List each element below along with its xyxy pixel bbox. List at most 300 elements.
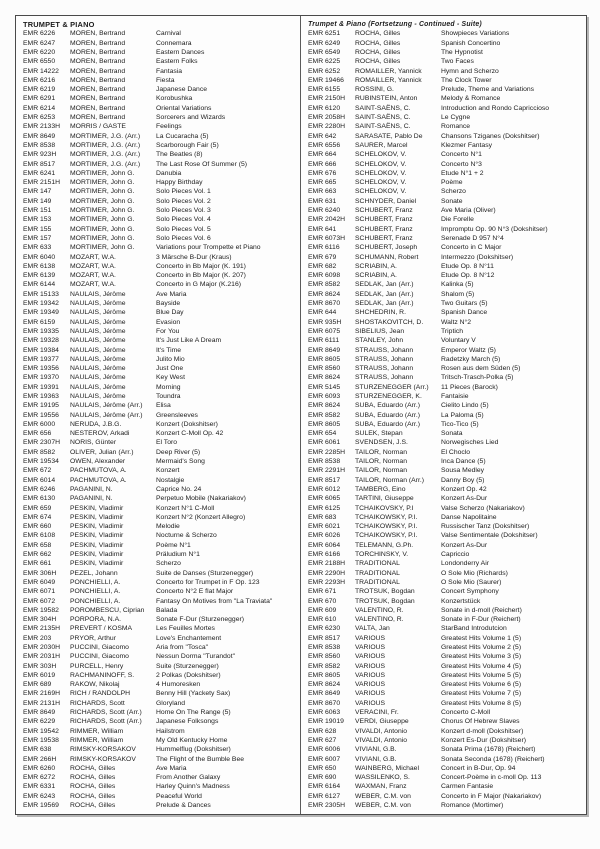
composer-name: NAULAIS, Jérôme bbox=[70, 290, 126, 298]
emr-number: EMR 6220 bbox=[23, 49, 56, 56]
piece-title: Aria from "Tosca" bbox=[156, 644, 209, 651]
table-row bbox=[308, 764, 581, 773]
emr-number: EMR 6225 bbox=[308, 58, 341, 66]
piece-title: Scarborough Fair (5) bbox=[156, 141, 219, 149]
emr-number: EMR 6075 bbox=[308, 327, 341, 335]
piece-title: Gloryland bbox=[156, 699, 186, 707]
piece-title: Konzert bbox=[156, 467, 180, 475]
piece-title: Spanish Dance bbox=[441, 309, 488, 317]
table-row bbox=[308, 132, 581, 141]
composer-name: PESKIN, Vladimir bbox=[70, 551, 124, 559]
piece-title: Hummelflug (Dokshitser) bbox=[156, 746, 231, 754]
table-row bbox=[308, 187, 581, 196]
emr-number: EMR 153 bbox=[23, 216, 52, 224]
composer-name: NAULAIS, Jérôme bbox=[70, 346, 126, 354]
piece-title: Konzert As-Dur bbox=[441, 495, 488, 503]
composer-name: TAILOR, Norman bbox=[355, 458, 407, 466]
composer-name: MORTIMER, John G. bbox=[70, 225, 135, 233]
piece-title: Le Cygne bbox=[441, 114, 471, 122]
emr-number: EMR 6556 bbox=[308, 141, 341, 149]
piece-title: Konzert N°1 C-Moll bbox=[156, 504, 215, 512]
table-row bbox=[308, 318, 581, 327]
piece-title: My Old Kentucky Home bbox=[156, 736, 228, 744]
piece-title: Konzertstück bbox=[441, 597, 481, 605]
composer-name: MOREN, Bertrand bbox=[70, 58, 126, 66]
composer-name: PREVERT / KOSMA bbox=[70, 625, 133, 633]
emr-number: EMR 155 bbox=[23, 225, 52, 233]
piece-title: Ave Maria bbox=[156, 290, 187, 298]
composer-name: TARTINI, Giuseppe bbox=[355, 495, 414, 503]
composer-name: MORTIMER, J.G. (Arr.) bbox=[70, 132, 141, 140]
piece-title: Danubia bbox=[156, 169, 182, 177]
composer-name: MORTIMER, John G. bbox=[70, 244, 135, 252]
piece-title: Emperor Waltz (5) bbox=[441, 346, 496, 354]
table-row bbox=[23, 652, 295, 661]
emr-number: EMR 679 bbox=[308, 253, 337, 261]
table-row bbox=[23, 94, 295, 103]
emr-number: EMR 8624 bbox=[308, 290, 341, 298]
emr-number: EMR 203 bbox=[23, 634, 52, 642]
emr-number: EMR 2042H bbox=[308, 216, 346, 224]
emr-number: EMR 19538 bbox=[23, 736, 59, 744]
table-row bbox=[308, 280, 581, 289]
piece-title: Etude N°1 + 2 bbox=[441, 169, 484, 177]
table-row bbox=[308, 243, 581, 252]
emr-number: EMR 690 bbox=[308, 774, 337, 782]
table-row bbox=[308, 541, 581, 550]
left-column bbox=[16, 16, 301, 814]
piece-title: Balada bbox=[156, 606, 178, 614]
table-row bbox=[23, 727, 295, 736]
table-row bbox=[308, 792, 581, 801]
table-row bbox=[23, 392, 295, 401]
composer-name: SCRIABIN, A. bbox=[355, 262, 397, 270]
table-row bbox=[23, 401, 295, 410]
emr-number: EMR 6166 bbox=[308, 551, 341, 559]
table-row bbox=[308, 466, 581, 475]
composer-name: MORTIMER, John G. bbox=[70, 207, 135, 215]
table-row bbox=[308, 206, 581, 215]
composer-name: SEDLAK, Jan (Arr.) bbox=[355, 300, 414, 308]
table-row bbox=[308, 708, 581, 717]
table-row bbox=[308, 689, 581, 698]
piece-title: Concerto in G Major (K.216) bbox=[156, 281, 241, 289]
composer-name: PESKIN, Vladimir bbox=[70, 532, 124, 540]
table-row bbox=[23, 327, 295, 336]
piece-title: Feelings bbox=[156, 123, 182, 131]
table-row bbox=[23, 792, 295, 801]
table-row bbox=[308, 699, 581, 708]
piece-title: Romance bbox=[441, 123, 471, 131]
table-row bbox=[23, 290, 295, 299]
emr-number: EMR 8649 bbox=[23, 132, 56, 140]
composer-name: NAULAIS, Jérôme bbox=[70, 355, 126, 363]
composer-name: TCHAIKOVSKY, P.I bbox=[355, 504, 414, 512]
emr-number: EMR 8582 bbox=[23, 448, 56, 456]
composer-name: SUBA, Eduardo (Arr.) bbox=[355, 402, 420, 410]
composer-name: NAULAIS, Jérôme bbox=[70, 365, 126, 373]
composer-name: STRAUSS, Johann bbox=[355, 374, 414, 382]
emr-number: EMR 665 bbox=[308, 179, 337, 187]
piece-title: Tico-Tico (5) bbox=[441, 420, 479, 428]
piece-title: Greatest Hits Volume 7 (5) bbox=[441, 690, 522, 698]
table-row bbox=[23, 420, 295, 429]
composer-name: MOREN, Bertrand bbox=[70, 39, 126, 47]
emr-number: EMR 650 bbox=[308, 764, 337, 772]
emr-number: EMR 642 bbox=[308, 132, 337, 140]
piece-title: Concert-Poème in c-moll Op. 113 bbox=[441, 774, 542, 782]
composer-name: RUBINSTEIN, Anton bbox=[355, 95, 418, 103]
emr-number: EMR 6249 bbox=[308, 39, 341, 47]
emr-number: EMR 6120 bbox=[308, 104, 341, 112]
piece-title: Konzert C-Moll Op. 42 bbox=[156, 430, 224, 438]
piece-title: Impromptu Op. 90 N°3 (Dokshitser) bbox=[441, 225, 548, 233]
table-row bbox=[23, 104, 295, 113]
emr-number: EMR 2290H bbox=[308, 569, 346, 577]
piece-title: Die Forelle bbox=[441, 216, 474, 224]
table-row bbox=[23, 187, 295, 196]
composer-name: NAULAIS, Jérôme bbox=[70, 383, 126, 391]
composer-name: SCHELOKOV, V. bbox=[355, 151, 407, 159]
piece-title: El Choclo bbox=[441, 448, 471, 456]
piece-title: Concerto for Trumpet in F Op. 123 bbox=[156, 578, 260, 586]
composer-name: RIMSKY-KORSAKOV bbox=[70, 746, 136, 754]
composer-name: VARIOUS bbox=[355, 662, 386, 670]
table-row bbox=[23, 271, 295, 280]
table-row bbox=[23, 541, 295, 550]
emr-number: EMR 6240 bbox=[308, 207, 341, 215]
piece-title: Klezmer Fantasy bbox=[441, 141, 492, 149]
emr-number: EMR 266H bbox=[23, 755, 57, 763]
table-row bbox=[23, 522, 295, 531]
piece-title: Etude Op. 8 N°11 bbox=[441, 262, 494, 270]
piece-title: The Last Rose Of Summer (5) bbox=[156, 160, 248, 168]
composer-name: SCHNYDER, Daniel bbox=[355, 197, 417, 205]
emr-number: EMR 6214 bbox=[23, 104, 56, 112]
emr-number: EMR 6247 bbox=[23, 39, 56, 47]
table-row bbox=[23, 736, 295, 745]
piece-title: Concerto N°3 bbox=[441, 160, 482, 168]
piece-title: Konzert (Dokshitser) bbox=[156, 420, 218, 428]
composer-name: TCHAIKOWSKY, P.I. bbox=[355, 532, 418, 540]
composer-name: PACHMUTOVA, A. bbox=[70, 476, 127, 484]
piece-title: The Flight of the Bumble Bee bbox=[156, 755, 245, 763]
emr-number: EMR 672 bbox=[23, 467, 52, 475]
composer-name: STANLEY, John bbox=[355, 337, 404, 345]
composer-name: WEBER, C.M. von bbox=[355, 792, 411, 800]
composer-name: WAINBERG, Michael bbox=[355, 764, 419, 772]
composer-name: SHOSTAKOVITCH, D. bbox=[355, 318, 424, 326]
emr-number: EMR 6127 bbox=[308, 792, 341, 800]
piece-title: Valse Scherzo (Nakariakov) bbox=[441, 504, 525, 512]
table-row bbox=[23, 624, 295, 633]
emr-number: EMR 304H bbox=[23, 616, 57, 624]
composer-name: PACHMUTOVA, A. bbox=[70, 467, 127, 475]
table-row bbox=[23, 717, 295, 726]
piece-title: StarBand Introdutcion bbox=[441, 625, 507, 633]
table-row bbox=[23, 531, 295, 540]
table-row bbox=[23, 689, 295, 698]
piece-title: Poème N°1 bbox=[156, 541, 191, 549]
table-row bbox=[308, 587, 581, 596]
piece-title: Inca Dance (5) bbox=[441, 458, 486, 466]
composer-name: RACHMANINOFF, S. bbox=[70, 671, 135, 679]
piece-title: Radetzky March (5) bbox=[441, 355, 501, 363]
composer-name: MORTIMER, J.G. (Arr.) bbox=[70, 151, 141, 159]
emr-number: EMR 8670 bbox=[308, 699, 341, 707]
piece-title: Sonata bbox=[441, 430, 463, 438]
emr-number: EMR 19356 bbox=[23, 365, 59, 373]
composer-name: VIVIANI, G.B. bbox=[355, 746, 397, 754]
table-row bbox=[23, 476, 295, 485]
composer-name: TRADITIONAL bbox=[355, 578, 400, 586]
composer-name: PONCHIELLI, A. bbox=[70, 597, 121, 605]
table-row bbox=[308, 355, 581, 364]
table-row bbox=[23, 745, 295, 754]
piece-title: Julito Mio bbox=[156, 355, 185, 363]
table-row bbox=[23, 373, 295, 382]
piece-title: Introduction and Rondo Capriccioso bbox=[441, 104, 550, 112]
piece-title: Sonate in F-Dur (Reichert) bbox=[441, 616, 521, 624]
emr-number: EMR 6550 bbox=[23, 58, 56, 66]
composer-name: STURZENEGGER (Arr.) bbox=[355, 383, 429, 391]
piece-title: It's Time bbox=[156, 346, 182, 354]
composer-name: SAINT-SAËNS, C. bbox=[355, 104, 411, 112]
table-row bbox=[23, 85, 295, 94]
emr-number: EMR 6130 bbox=[23, 495, 56, 503]
composer-name: NAULAIS, Jérôme (Arr.) bbox=[70, 411, 143, 419]
emr-number: EMR 8560 bbox=[308, 365, 341, 373]
emr-number: EMR 6251 bbox=[308, 30, 341, 38]
emr-number: EMR 19582 bbox=[23, 606, 59, 614]
composer-name: TROTSUK, Bogdan bbox=[355, 597, 415, 605]
table-row bbox=[23, 132, 295, 141]
table-row bbox=[23, 550, 295, 559]
piece-title: Capriccio bbox=[441, 551, 470, 559]
composer-name: SCHUBERT, Franz bbox=[355, 207, 413, 215]
table-row bbox=[308, 522, 581, 531]
emr-number: EMR 638 bbox=[23, 746, 52, 754]
piece-title: Prelude, Theme and Variations bbox=[441, 86, 535, 94]
table-row bbox=[23, 206, 295, 215]
table-row bbox=[308, 39, 581, 48]
composer-name: SEDLAK, Jan (Arr.) bbox=[355, 281, 414, 289]
emr-number: EMR 2291H bbox=[308, 467, 346, 475]
table-row bbox=[308, 615, 581, 624]
table-row bbox=[308, 327, 581, 336]
table-row bbox=[308, 364, 581, 373]
emr-number: EMR 6071 bbox=[23, 588, 56, 596]
emr-number: EMR 644 bbox=[308, 309, 337, 317]
emr-number: EMR 8582 bbox=[308, 281, 341, 289]
piece-title: Eastern Folks bbox=[156, 58, 198, 66]
piece-title: Concert in B-Dur, Op. 94 bbox=[441, 764, 516, 772]
piece-title: Fiesta bbox=[156, 76, 175, 84]
emr-number: EMR 6226 bbox=[23, 30, 56, 38]
composer-name: OWEN, Alexander bbox=[70, 458, 126, 466]
table-row bbox=[308, 680, 581, 689]
emr-number: EMR 2285H bbox=[308, 448, 346, 456]
emr-number: EMR 6252 bbox=[308, 67, 341, 75]
emr-number: EMR 19342 bbox=[23, 300, 59, 308]
emr-number: EMR 6159 bbox=[23, 318, 56, 326]
table-row bbox=[23, 578, 295, 587]
table-row bbox=[308, 513, 581, 522]
composer-name: VIVALDI, Antonio bbox=[355, 736, 408, 744]
table-row bbox=[23, 215, 295, 224]
emr-number: EMR 8582 bbox=[308, 411, 341, 419]
emr-number: EMR 6014 bbox=[23, 476, 56, 484]
composer-name: VALENTINO, R. bbox=[355, 606, 404, 614]
piece-title: Sorcerers and Wizards bbox=[156, 114, 226, 122]
piece-title: Fantasy On Motives from "La Traviata" bbox=[156, 597, 273, 605]
table-row bbox=[308, 569, 581, 578]
table-row bbox=[308, 392, 581, 401]
table-row bbox=[308, 597, 581, 606]
piece-title: Solo Pieces Vol. 5 bbox=[156, 225, 211, 233]
table-row bbox=[23, 411, 295, 420]
emr-number: EMR 6219 bbox=[23, 86, 56, 94]
table-row bbox=[23, 448, 295, 457]
table-row bbox=[23, 513, 295, 522]
composer-name: NAULAIS, Jérôme bbox=[70, 309, 126, 317]
composer-name: TROTSUK, Bogdan bbox=[355, 588, 415, 596]
composer-name: ROCHA, Gilles bbox=[355, 58, 401, 66]
piece-title: Konzert Es-Dur (Dokshitser) bbox=[441, 736, 526, 744]
composer-name: SHCHEDRIN, R. bbox=[355, 309, 406, 317]
emr-number: EMR 8649 bbox=[308, 690, 341, 698]
composer-name: PESKIN, Vladimir bbox=[70, 513, 124, 521]
emr-number: EMR 19556 bbox=[23, 411, 59, 419]
piece-title: Sonata Prima (1678) (Reichert) bbox=[441, 746, 536, 754]
composer-name: SCHELOKOV, V. bbox=[355, 169, 407, 177]
emr-number: EMR 6331 bbox=[23, 783, 56, 791]
table-row bbox=[23, 122, 295, 131]
piece-title: Kalinka (5) bbox=[441, 281, 474, 289]
composer-name: MORTIMER, John G. bbox=[70, 188, 135, 196]
piece-title: Showpieces Variations bbox=[441, 30, 510, 38]
emr-number: EMR 5145 bbox=[308, 383, 341, 391]
composer-name: MOREN, Bertrand bbox=[70, 30, 126, 38]
composer-name: STURZENEGGER, K. bbox=[355, 392, 422, 400]
emr-number: EMR 6139 bbox=[23, 272, 56, 280]
piece-title: 4 Humoresken bbox=[156, 681, 201, 689]
table-row bbox=[23, 364, 295, 373]
emr-number: EMR 6164 bbox=[308, 783, 341, 791]
emr-number: EMR 2188H bbox=[308, 560, 346, 568]
composer-name: VARIOUS bbox=[355, 690, 386, 698]
composer-name: PORPORA, N.A. bbox=[70, 616, 121, 624]
table-row bbox=[308, 150, 581, 159]
emr-number: EMR 610 bbox=[308, 616, 337, 624]
piece-title: Londonderry Air bbox=[441, 560, 489, 568]
table-row bbox=[23, 643, 295, 652]
table-row bbox=[308, 299, 581, 308]
piece-title: Bayside bbox=[156, 300, 181, 308]
right-column-header: Trumpet & Piano (Fortsetzung - Continued - Suite) bbox=[308, 21, 482, 28]
piece-title: Shalom (5) bbox=[441, 290, 475, 298]
piece-title: Les Feuilles Mortes bbox=[156, 625, 215, 633]
piece-title: Nocturne & Scherzo bbox=[156, 532, 217, 540]
piece-title: Norwegisches Lied bbox=[441, 439, 499, 447]
emr-number: EMR 6241 bbox=[23, 169, 56, 177]
table-row bbox=[23, 178, 295, 187]
table-row bbox=[308, 383, 581, 392]
table-row bbox=[23, 494, 295, 503]
composer-name: SCHUBERT, Franz bbox=[355, 234, 413, 242]
composer-name: SCHUMANN, Robert bbox=[355, 253, 419, 261]
composer-name: MOREN, Bertrand bbox=[70, 49, 126, 56]
composer-name: RIMMER, William bbox=[70, 727, 124, 735]
piece-title: Hymn and Scherzo bbox=[441, 67, 499, 75]
emr-number: EMR 2307H bbox=[23, 439, 61, 447]
table-row bbox=[308, 476, 581, 485]
composer-name: VARIOUS bbox=[355, 671, 386, 679]
table-row bbox=[308, 85, 581, 94]
composer-name: RICHARDS, Scott (Arr.) bbox=[70, 718, 142, 726]
emr-number: EMR 6012 bbox=[308, 485, 341, 493]
emr-number: EMR 306H bbox=[23, 569, 57, 577]
piece-title: Greatest Hits Volume 5 (5) bbox=[441, 671, 522, 679]
emr-number: EMR 609 bbox=[308, 606, 337, 614]
composer-name: ROCHA, Gilles bbox=[70, 783, 116, 791]
composer-name: MOREN, Bertrand bbox=[70, 104, 126, 112]
emr-number: EMR 19391 bbox=[23, 383, 59, 391]
emr-number: EMR 8605 bbox=[308, 671, 341, 679]
piece-title: Prelude & Dances bbox=[156, 802, 211, 810]
emr-number: EMR 8538 bbox=[308, 458, 341, 466]
emr-number: EMR 6063 bbox=[308, 709, 341, 717]
composer-name: SARASATE, Pablo De bbox=[355, 132, 423, 140]
table-row bbox=[308, 160, 581, 169]
table-row bbox=[308, 290, 581, 299]
emr-number: EMR 2169H bbox=[23, 690, 61, 698]
piece-title: The Beatles (8) bbox=[156, 151, 203, 159]
composer-name: NAULAIS, Jérôme bbox=[70, 300, 126, 308]
piece-title: It's Just Like A Dream bbox=[156, 337, 222, 345]
piece-title: Mermaid's Song bbox=[156, 458, 205, 466]
piece-title: Greatest Hits Volume 4 (5) bbox=[441, 662, 522, 670]
table-row bbox=[23, 597, 295, 606]
emr-number: EMR 8649 bbox=[23, 709, 56, 717]
emr-number: EMR 6125 bbox=[308, 504, 341, 512]
composer-name: ROCHA, Gilles bbox=[70, 774, 116, 782]
emr-number: EMR 151 bbox=[23, 207, 52, 215]
table-row bbox=[308, 662, 581, 671]
composer-name: RIMSKY-KORSAKOV bbox=[70, 755, 136, 763]
table-row bbox=[308, 141, 581, 150]
piece-title: Deep River (5) bbox=[156, 448, 201, 456]
composer-name: MORRIS / GASTE bbox=[70, 123, 126, 131]
table-row bbox=[308, 448, 581, 457]
composer-name: SAURER, Marcel bbox=[355, 141, 408, 149]
composer-name: VIVALDI, Antonio bbox=[355, 727, 408, 735]
emr-number: EMR 2305H bbox=[308, 802, 346, 810]
table-row bbox=[308, 773, 581, 782]
composer-name: ROSSINI, G. bbox=[355, 86, 394, 94]
table-row bbox=[308, 494, 581, 503]
composer-name: NAULAIS, Jérôme bbox=[70, 327, 126, 335]
composer-name: VERACINI, Fr. bbox=[355, 709, 399, 717]
emr-number: EMR 8649 bbox=[308, 346, 341, 354]
emr-number: EMR 8605 bbox=[308, 420, 341, 428]
composer-name: MOREN, Bertrand bbox=[70, 114, 126, 122]
emr-number: EMR 6064 bbox=[308, 541, 341, 549]
piece-title: 2 Polkas (Dokshitser) bbox=[156, 671, 221, 679]
piece-title: 3 Märsche B-Dur (Kraus) bbox=[156, 253, 232, 261]
composer-name: MOREN, Bertrand bbox=[70, 67, 126, 75]
table-row bbox=[308, 104, 581, 113]
